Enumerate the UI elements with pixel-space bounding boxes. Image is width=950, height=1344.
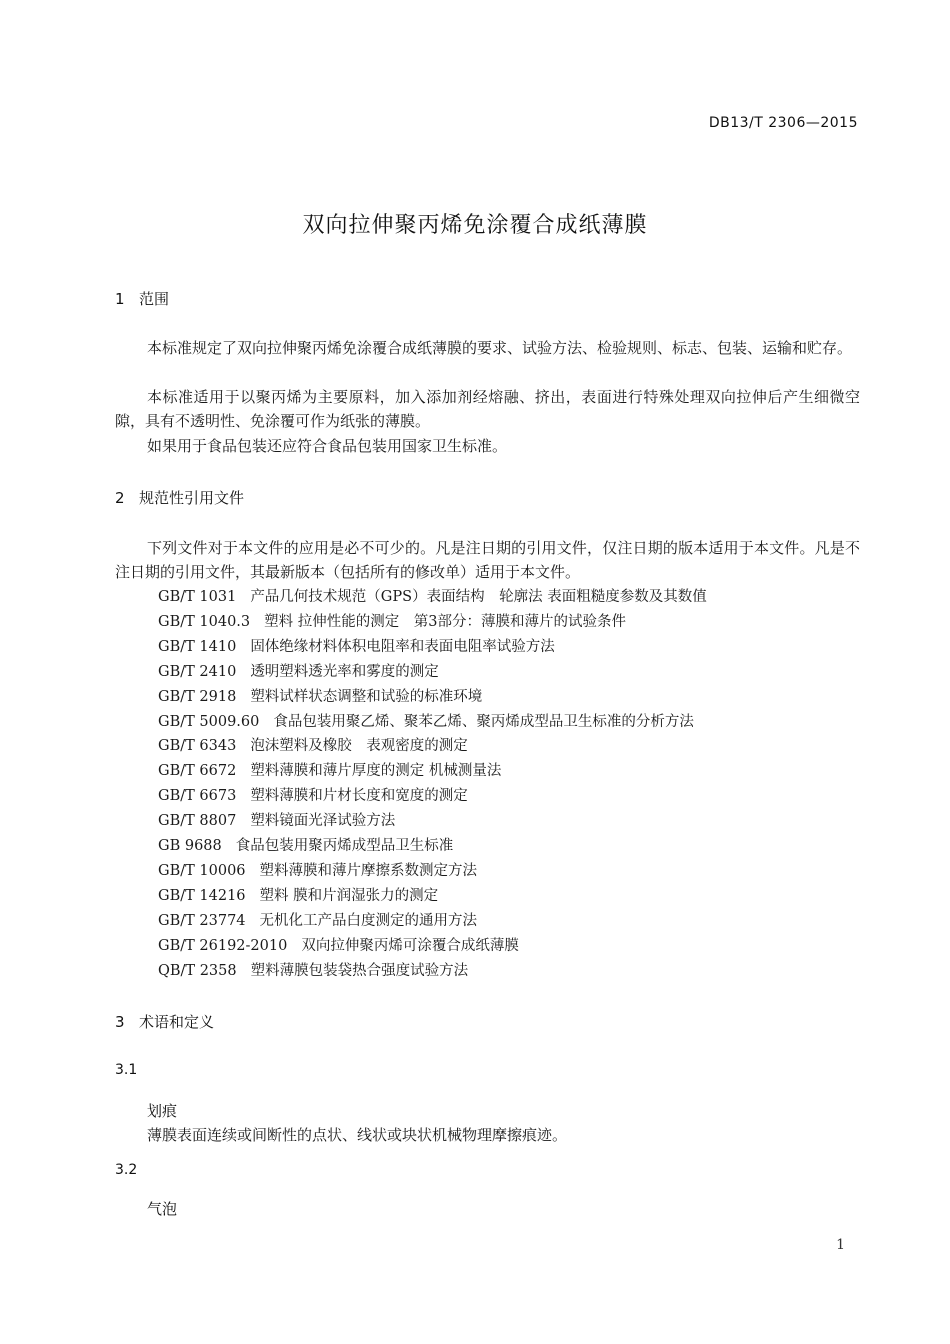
standard-code: DB13/T 2306—2015	[708, 115, 858, 131]
reference-code: GB/T 14216	[158, 887, 246, 904]
term-definition: 薄膜表面连续或间断性的点状、线状或块状机械物理摩擦痕迹。	[147, 1126, 568, 1144]
scope-paragraph-1: 本标准规定了双向拉伸聚丙烯免涂覆合成纸薄膜的要求、试验方法、检验规则、标志、包装、运输和贮存。	[147, 339, 853, 357]
section-number: 3	[115, 1013, 125, 1031]
section-heading-terms	[115, 1011, 214, 1032]
reference-code: GB/T 6672	[158, 763, 237, 780]
reference-title: 无机化工产品白度测定的通用方法	[259, 912, 478, 929]
reference-title: 产品几何技术规范（GPS）表面结构 轮廓法 表面粗糙度参数及其数值	[250, 589, 707, 605]
reference-item	[158, 909, 858, 934]
section-title: 规范性引用文件	[139, 489, 245, 507]
reference-code: GB/T 6343	[158, 738, 237, 755]
reference-code: GB/T 23774	[158, 912, 246, 929]
reference-title: 塑料薄膜包装袋热合强度试验方法	[250, 962, 469, 979]
reference-item	[158, 834, 858, 859]
reference-title: 泡沫塑料及橡胶 表观密度的测定	[250, 738, 468, 755]
reference-list	[158, 585, 858, 984]
reference-title: 塑料镜面光泽试验方法	[250, 813, 396, 830]
reference-code: GB 9688	[158, 838, 222, 855]
section-heading-scope	[115, 288, 169, 309]
reference-code: GB/T 8807	[158, 813, 237, 830]
reference-title: 塑料薄膜和薄片厚度的测定 机械测量法	[250, 763, 502, 780]
reference-item	[158, 859, 858, 884]
scope-paragraph-3: 如果用于食品包装还应符合食品包装用国家卫生标准。	[147, 437, 508, 455]
term-title: 划痕	[147, 1102, 178, 1120]
reference-item	[158, 685, 858, 710]
reference-title: 塑料 拉伸性能的测定 第3部分：薄膜和薄片的试验条件	[264, 613, 626, 630]
reference-code: GB/T 1031	[158, 589, 237, 605]
document-title: 双向拉伸聚丙烯免涂覆合成纸薄膜	[302, 213, 648, 238]
reference-title: 塑料 膜和片润湿张力的测定	[259, 887, 439, 904]
section-number: 2	[115, 489, 125, 507]
reference-title: 透明塑料透光率和雾度的测定	[250, 663, 439, 680]
reference-title: 塑料试样状态调整和试验的标准环境	[250, 688, 483, 705]
reference-item	[158, 809, 858, 834]
section-title: 范围	[139, 290, 170, 308]
reference-code: GB/T 1410	[158, 638, 237, 655]
references-intro: 下列文件对于本文件的应用是必不可少的。凡是注日期的引用文件，仅注日期的版本适用于本文件。凡是不注日期的引用文件，其最新版本（包括所有的修改单）适用于本文件。	[115, 539, 860, 581]
reference-title: 食品包装用聚丙烯成型品卫生标准	[235, 838, 454, 855]
reference-item	[158, 635, 858, 660]
term-title: 气泡	[147, 1200, 178, 1218]
reference-code: GB/T 2410	[158, 663, 237, 680]
reference-code: GB/T 6673	[158, 788, 237, 805]
reference-title: 塑料薄膜和片材长度和宽度的测定	[250, 788, 468, 805]
page-number: 1	[836, 1237, 845, 1253]
reference-title: 双向拉伸聚丙烯可涂覆合成纸薄膜	[301, 937, 519, 954]
scope-paragraph-2: 本标准适用于以聚丙烯为主要原料，加入添加剂经熔融、挤出，表面进行特殊处理双向拉伸后产生细微空隙，具有不透明性、免涂覆可作为纸张的薄膜。	[115, 388, 860, 430]
reference-item	[158, 759, 858, 784]
reference-item	[158, 884, 858, 909]
reference-code: GB/T 5009.60	[158, 713, 260, 730]
reference-title: 固体绝缘材料体积电阻率和表面电阻率试验方法	[250, 638, 555, 655]
reference-code: GB/T 2918	[158, 688, 237, 705]
reference-title: 塑料薄膜和薄片摩擦系数测定方法	[259, 862, 478, 879]
reference-item	[158, 784, 858, 809]
term-number: 3.2	[115, 1162, 138, 1178]
term-number: 3.1	[115, 1062, 138, 1078]
reference-item	[158, 734, 858, 759]
reference-item	[158, 710, 858, 735]
reference-item	[158, 610, 858, 635]
reference-code: GB/T 26192-2010	[158, 937, 288, 954]
reference-code: GB/T 10006	[158, 862, 246, 879]
reference-item	[158, 934, 858, 959]
reference-item	[158, 959, 858, 984]
reference-code: GB/T 1040.3	[158, 613, 251, 630]
reference-code: QB/T 2358	[158, 962, 237, 979]
section-number: 1	[115, 290, 125, 308]
reference-item	[158, 585, 858, 610]
reference-item	[158, 660, 858, 685]
reference-title: 食品包装用聚乙烯、聚苯乙烯、聚丙烯成型品卫生标准的分析方法	[273, 713, 694, 730]
section-heading-normative-references	[115, 487, 244, 508]
section-title: 术语和定义	[139, 1013, 215, 1031]
